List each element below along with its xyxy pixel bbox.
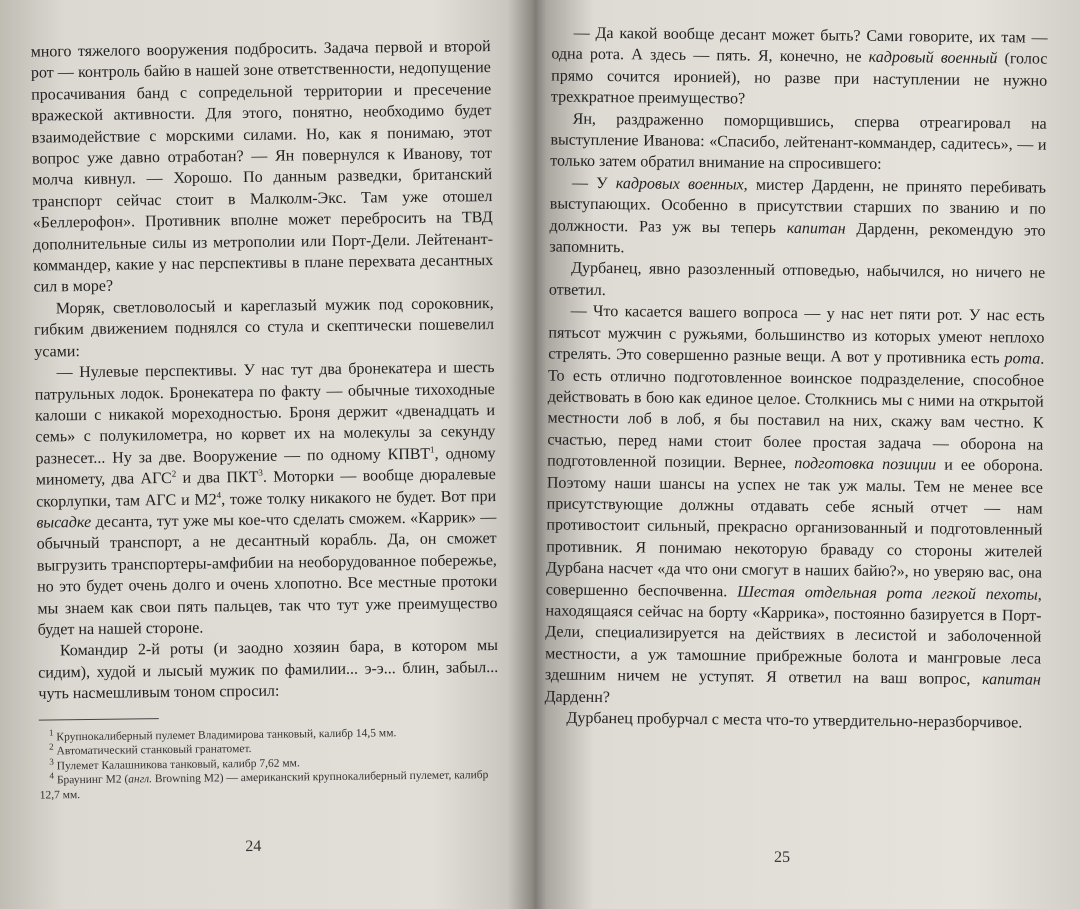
right-paragraph: — Да какой вообще десант может быть? Сами говорите, их там — одна рота. А здесь — пять. Я, конечно, не кадровый военный (голос прямо сочится иронией), но разве при наступлении не нужно трехкратное преимущество? [550, 24, 1048, 108]
right-paragraph: — У кадровых военных, мистер Дарденн, не принято перебивать выступающих. Особенно в присутствии старших по званию и по должности. Раз уж вы теперь капитан Дарденн, рекомендую это запомнить. [549, 174, 1047, 257]
right-page-text [544, 22, 1047, 734]
right-page [531, 0, 1080, 909]
left-page-text [31, 36, 499, 705]
page-number-right: 25 [773, 848, 791, 867]
left-paragraph: Моряк, светловолосый и кареглазый мужик под сороковник, гибким движением поднялся со стула и скептически пошевелил усами: [33, 294, 495, 361]
left-paragraph: Командир 2-й роты (и заодно хозяин бара, в котором мы сидим), худой и лысый мужик по фамилии... э-э... блин, забыл... чуть насмешливым тоном спросил: [38, 637, 499, 703]
right-paragraph: Дурбанец пробурчал с места что-то утвердительно-неразборчивое. [566, 709, 1023, 732]
footnote: $^4$ Браунинг М2 (англ. Browning M2) — американский крупнокалиберный пулемет, калибр 12,7 мм. [39, 769, 489, 802]
right-paragraph: Дурбанец, явно разозленный отповедью, набычился, но ничего не ответил. [548, 260, 1046, 299]
footnote: $^2$ Автоматический станковый гранатомет. [49, 741, 252, 758]
footnote: $^3$ Пулемет Калашникова танковый, калибр 7,62 мм. [49, 756, 300, 772]
left-paragraph: — Нулевые перспективы. У нас тут два бронекатера и шесть патрульных лодок. Бронекатера по факту — обычные тихоходные калоши с никакой мореходностью. Броня держит «двенадцать и семь» с полукилометра, но корвет их на молекулы за секунду разнесет... Ну за две. Вооружение — по одному КПВТ$^1$, одному миномету, два АГС$^2$ и два ПКТ$^3$. Моторки — вообще дюралевые скорлупки, там АГС и $М2^4$, тоже толку никакого не будет. Вот при высадке десанта, тут уже мы кое-что сделать сможем. «Каррик» — обычный транспорт, а не десантный корабль. Да, он сможет выгрузить транспортеры-амфибии на необорудованное побережье, но это будет очень долго и очень хлопотно. Все местные протоки мы знаем как свои пять пальцев, так что тут уже преимущество будет на нашей стороне. [34, 359, 498, 639]
page-number-left: 24 [245, 837, 262, 856]
footnote: $^1$ Крупнокалиберный пулемет Владимирова танковый, калибр 14,5 мм. [48, 726, 397, 743]
right-paragraph: — Что касается вашего вопроса — у нас нет пяти рот. У нас есть пятьсот мужчин с ружьями, большинство из которых умеют неплохо стрелять. Это совершенно разные вещи. А вот у противника есть рота. То есть отлично подготовленное воинское подразделение, способное действовать в бою как единое целое. Столкнись мы с ними на открытой местности лоб в лоб, я бы поставил на них, скажу вам честно. К счастью, перед нами стоит более простая задача — оборона на подготовленной позиции. Вернее, подготовка позиции и ее оборона. Поэтому наши шансы на успех не так уж малы. Тем не менее все присутствующие должны отдавать себе ясный отчет — нам противостоит сильный, прекрасно организованный и подготовленный противник. Я понимаю некоторую браваду со стороны жителей Дурбана насчет «да что они смогут в наших байю?», но уверяю вас, она совершенно беспочвенна. Шестая отдельная рота легкой пехоты, находящаяся сейчас на борту «Каррика», постоянно базируется в Порт-Дели, специализируется на действиях в лесистой и заболоченной местности, а уж тамошние прибрежные болота и мангровые леса здешним ничем не уступят. Я ответил на ваш вопрос, капитан Дарденн? [544, 302, 1045, 706]
right-paragraph: Ян, раздраженно поморщившись, сперва отреагировал на выступление Иванова: «Спасибо, лейтенант-коммандер, садитесь», — и только затем обратил внимание на спросившего: [550, 110, 1047, 174]
footnotes [39, 725, 500, 803]
left-paragraph: много тяжелого вооружения подбросить. Задача первой и второй рот — контроль байю в нашей зоне ответственности, недопущение просачивания банд с сопредельной территории и пресечение вражеской активности. Для этого, понятно, необходимо будет взаимодействие с морскими силами. Но, как я понимаю, этот вопрос уже давно отработан? — Ян повернулся к Иванову, тот молча кивнул. — Хорошо. По данным разведки, британский транспорт сейчас стоит в Малколм-Экс. Там уже отошел «Беллерофон». Противник вполне может перебросить на ТВД дополнительные силы из метрополии или Порт-Дели. Лейтенант-коммандер, какие у нас перспективы в плане перехвата десантных сил в море? [30, 38, 494, 297]
